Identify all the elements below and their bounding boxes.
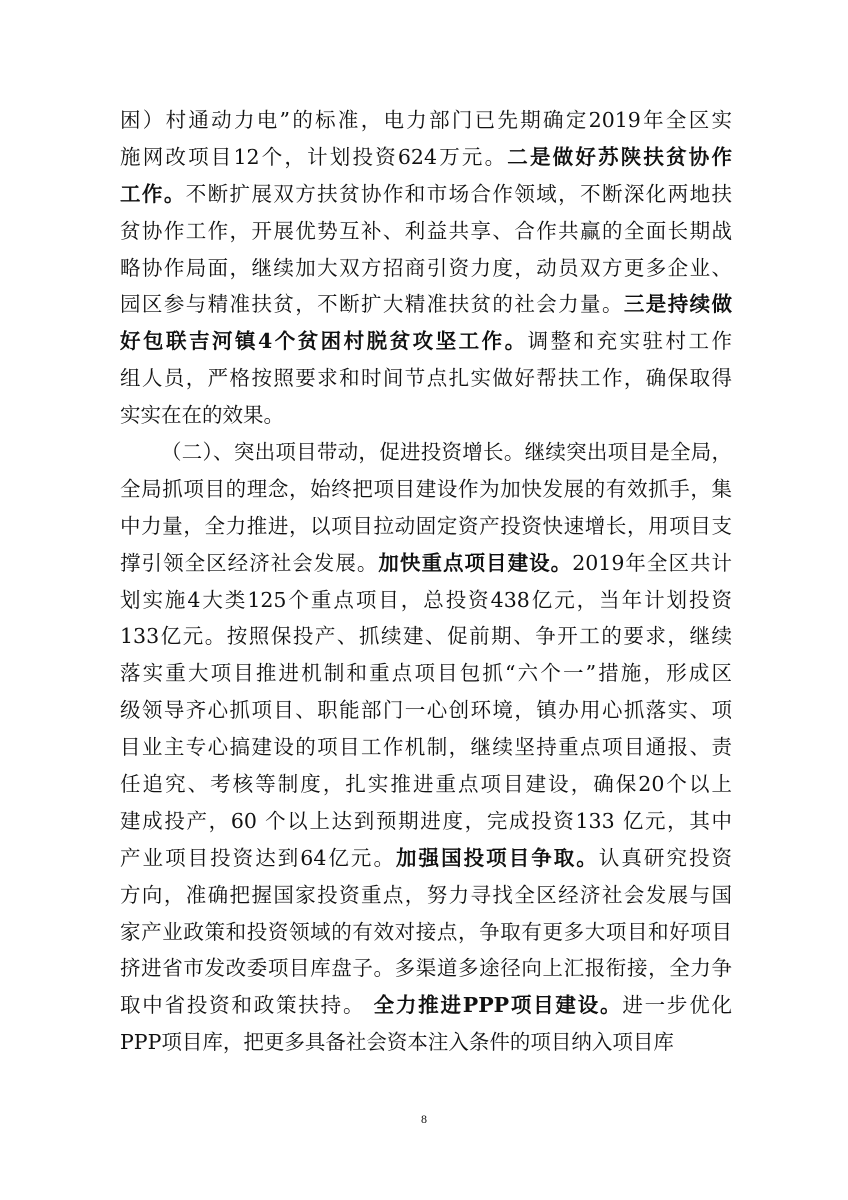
text-segment: 困）村通动力电”的标准，电力部门已先期确定2019年全区实 <box>120 108 732 132</box>
text-segment: 任追究、考核等制度，扎实推进重点项目建设，确保20个以上 <box>120 772 732 797</box>
text-segment: 133亿元。按照保投产、抓续建、促前期、争开工的要求，继续 <box>120 624 732 649</box>
text-line <box>120 877 732 914</box>
text-segment: 进一步优化 <box>622 993 732 1018</box>
document-body <box>120 102 732 1061</box>
text-segment: 家产业政策和投资领域的有效对接点，争取有更多大项目和好项目 <box>120 919 732 944</box>
text-line <box>120 508 732 545</box>
text-line <box>120 840 732 877</box>
text-segment: 产业项目投资达到64亿元。 <box>120 845 397 870</box>
text-line <box>120 582 732 619</box>
text-segment: PPP项目库，把更多具备社会资本注入条件的项目纳入项目库 <box>120 1030 674 1055</box>
text-line <box>120 803 732 840</box>
text-line <box>120 914 732 951</box>
bold-text-segment: 二是做好苏陕扶贫协作 <box>507 144 733 169</box>
text-segment: 施网改项目12个，计划投资624万元。 <box>120 144 508 169</box>
text-segment: 建成投产，60 个以上达到预期进度，完成投资133 亿元，其中 <box>120 808 732 833</box>
text-segment: 落实重大项目推进机制和重点项目包抓“六个一”措施，形成区 <box>120 661 732 686</box>
text-segment: 组人员，严格按照要求和时间节点扎实做好帮扶工作，确保取得 <box>120 366 732 391</box>
text-segment: 取中省投资和政策扶持。 <box>120 993 374 1018</box>
text-line <box>120 139 732 176</box>
text-segment: 中力量，全力推进，以项目拉动固定资产投资快速增长，用项目支 <box>120 513 732 538</box>
text-line <box>120 692 732 729</box>
text-segment: 级领导齐心抓项目、职能部门一心创环境，镇办用心抓落实、项 <box>120 698 732 723</box>
text-segment: 不断扩展双方扶贫协作和市场合作领域，不断深化两地扶 <box>185 181 733 206</box>
text-line <box>120 176 732 213</box>
bold-text-segment: 好包联吉河镇4个贫困村脱贫攻坚工作。 <box>120 329 528 354</box>
bold-text-segment: 工作。 <box>120 181 186 206</box>
text-line <box>120 250 732 287</box>
text-line <box>120 766 732 803</box>
text-segment: 园区参与精准扶贫，不断扩大精准扶贫的社会力量。 <box>120 292 624 317</box>
text-line <box>120 360 732 397</box>
text-line <box>120 729 732 766</box>
text-segment: 略协作局面，继续加大双方招商引资力度，动员双方更多企业、 <box>120 255 732 280</box>
text-segment: 目业主专心搞建设的项目工作机制，继续坚持重点项目通报、责 <box>120 735 732 760</box>
page-number: 8 <box>421 1112 427 1126</box>
text-segment: 方向，准确把握国家投资重点，努力寻找全区经济社会发展与国 <box>120 882 732 907</box>
text-segment: 2019年全区共计 <box>572 550 733 575</box>
text-segment: （二）、突出项目带动，促进投资增长。继续突出项目是全局， <box>161 440 732 465</box>
text-line <box>120 471 732 508</box>
bold-text-segment: 加强国投项目争取。 <box>396 845 599 870</box>
text-line <box>120 545 732 582</box>
text-segment: 实实在在的效果。 <box>120 403 284 428</box>
text-line <box>120 950 732 987</box>
text-segment: 调整和充实驻村工作 <box>527 329 733 354</box>
text-segment: 认真研究投资 <box>598 845 733 870</box>
text-line <box>120 1024 732 1061</box>
text-line <box>120 618 732 655</box>
text-line <box>120 434 732 471</box>
bold-text-segment: 加快重点项目建设。 <box>378 550 573 575</box>
paragraph <box>120 434 732 1061</box>
text-segment: 全局抓项目的理念，始终把项目建设作为加快发展的有效抓手，集 <box>120 476 732 501</box>
text-segment: 撑引领全区经济社会发展。 <box>120 550 379 575</box>
text-line <box>120 655 732 692</box>
bold-text-segment: 全力推进PPP项目建设。 <box>373 993 623 1018</box>
text-line <box>120 102 732 139</box>
text-line <box>120 397 732 434</box>
text-line <box>120 323 732 360</box>
text-line <box>120 213 732 250</box>
text-segment: 挤进省市发改委项目库盘子。多渠道多途径向上汇报衔接，全力争 <box>120 956 732 981</box>
text-segment: 划实施4大类125个重点项目，总投资438亿元，当年计划投资 <box>120 587 732 612</box>
text-line <box>120 987 732 1024</box>
text-line <box>120 286 732 323</box>
paragraph <box>120 102 732 434</box>
bold-text-segment: 三是持续做 <box>623 292 733 317</box>
text-segment: 贫协作工作，开展优势互补、利益共享、合作共赢的全面长期战 <box>120 218 732 243</box>
